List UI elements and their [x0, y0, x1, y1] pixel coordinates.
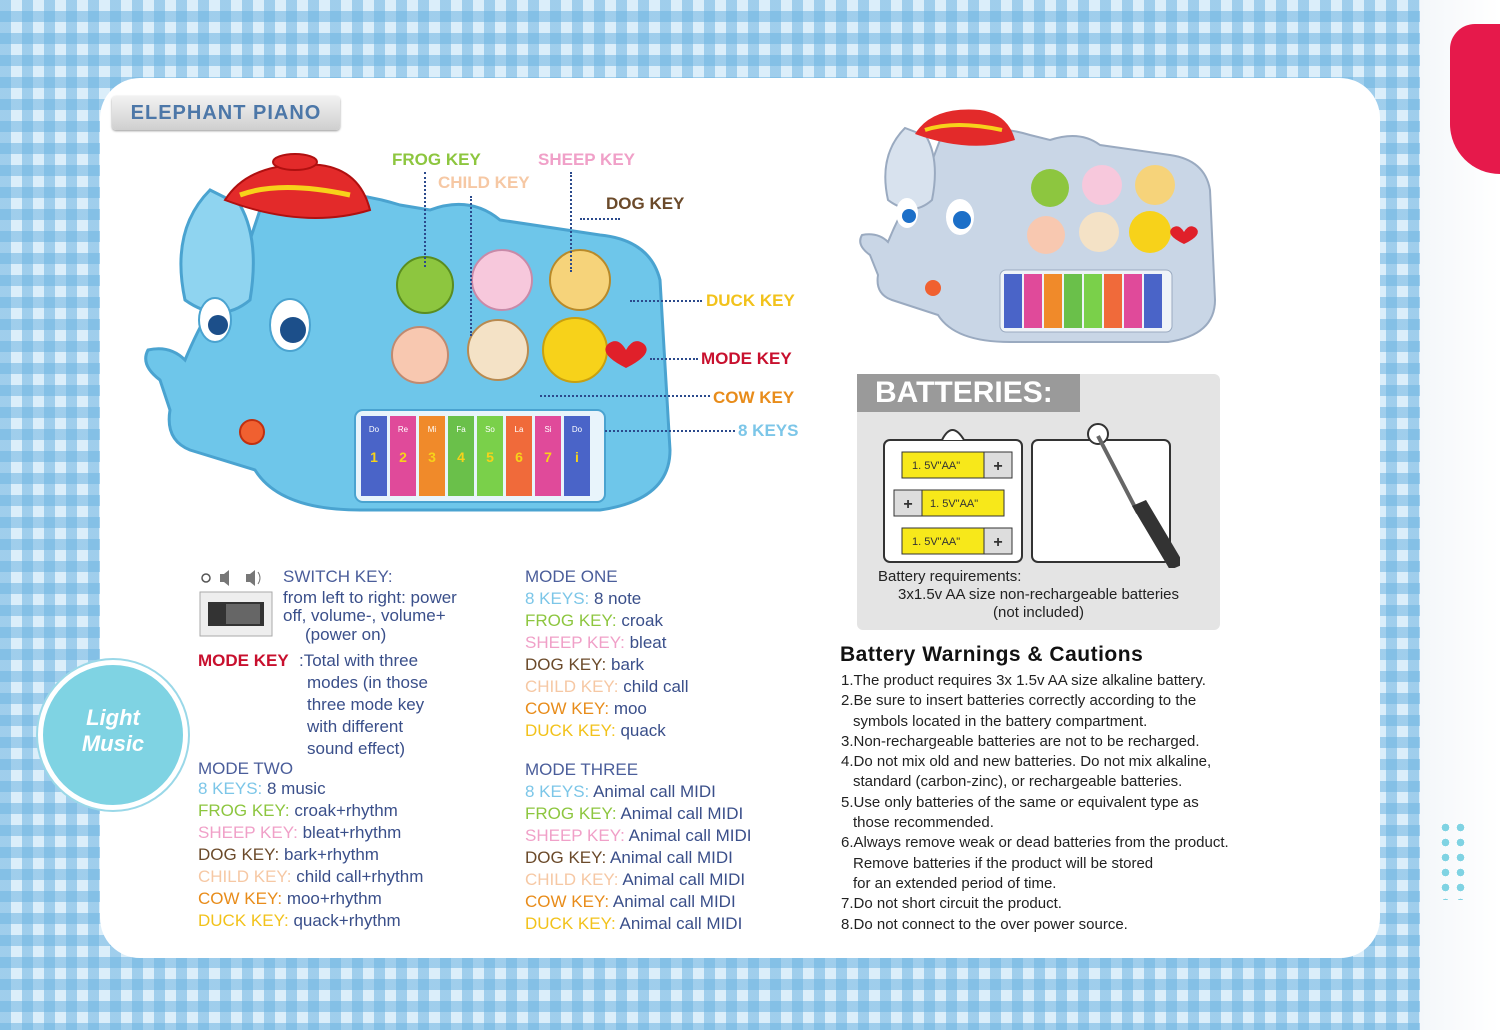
- warning-line: for an extended period of time.: [853, 874, 1057, 892]
- batteries-title: BATTERIES:: [857, 374, 1080, 412]
- switch-key-line: off, volume-, volume+: [283, 606, 446, 625]
- leader-line: [540, 395, 710, 397]
- piano-key-number: 3: [428, 449, 436, 465]
- warning-line: symbols located in the battery compartment.: [853, 712, 1148, 730]
- speaker-icon: [220, 570, 260, 586]
- piano-key-number: 4: [457, 449, 465, 465]
- battery-cell-label: 1. 5V"AA": [912, 536, 961, 548]
- list-item: DOG KEY: bark+rhythm: [198, 845, 379, 864]
- battery-plus-sign: +: [993, 458, 1003, 475]
- leader-line: [570, 172, 572, 272]
- list-item: CHILD KEY: Animal call MIDI: [525, 870, 746, 889]
- product-title: ELEPHANT PIANO: [112, 96, 340, 130]
- list-item: SHEEP KEY: bleat: [525, 633, 667, 652]
- piano-key-label: So: [485, 425, 495, 434]
- elephant-light: [240, 420, 264, 444]
- elephant-ear: [181, 190, 253, 313]
- leader-line: [650, 358, 698, 360]
- piano-key-number: 1: [370, 449, 378, 465]
- callout-child-key: CHILD KEY: [438, 173, 530, 192]
- piano-key-label: Do: [368, 425, 380, 434]
- switch-key-line: (power on): [305, 625, 387, 644]
- leader-line: [580, 218, 620, 220]
- list-item: COW KEY: Animal call MIDI: [525, 892, 736, 911]
- sheep-button: [472, 250, 532, 310]
- mode-one-heading: MODE ONE: [525, 567, 618, 586]
- list-item: COW KEY: moo+rhythm: [198, 889, 382, 908]
- list-item: FROG KEY: croak+rhythm: [198, 801, 398, 820]
- badge-line: Music: [81, 731, 145, 756]
- leader-line: [470, 196, 472, 336]
- badge-line: Light: [86, 705, 140, 730]
- dog-button: [550, 250, 610, 310]
- list-item: COW KEY: moo: [525, 699, 647, 718]
- mode-key-line: with different: [307, 717, 404, 736]
- cow-button: [468, 320, 528, 380]
- list-item: DUCK KEY: Animal call MIDI: [525, 914, 743, 933]
- warning-line: 8.Do not connect to the over power source.: [841, 915, 1128, 933]
- battery-cell-label: 1. 5V"AA": [930, 498, 979, 510]
- side-dots-decor: [1438, 820, 1468, 900]
- piano-key-number: 7: [544, 449, 552, 465]
- battery-req-line: (not included): [993, 604, 1084, 621]
- leader-line: [630, 300, 702, 302]
- battery-req-line: Battery requirements:: [878, 568, 1022, 585]
- warning-line: 6.Always remove weak or dead batteries from the product.: [841, 834, 1229, 852]
- box-side-panel: [1420, 0, 1500, 1030]
- warnings-title: Battery Warnings & Cautions: [840, 643, 1144, 666]
- list-item: FROG KEY: croak: [525, 611, 663, 630]
- callout-mode-key: MODE KEY: [701, 349, 792, 368]
- callout-dog-key: DOG KEY: [606, 194, 685, 213]
- piano-key-label: La: [514, 425, 524, 434]
- elephant-piano-photo-grey: [850, 100, 1230, 360]
- mode-key-label: MODE KEY: [198, 651, 289, 670]
- list-item: CHILD KEY: child call+rhythm: [198, 867, 424, 886]
- battery-requirements: [866, 568, 1211, 622]
- list-item: 8 KEYS: 8 note: [525, 589, 642, 608]
- piano-key-number: 6: [515, 449, 523, 465]
- callout-frog-key: FROG KEY: [392, 150, 481, 169]
- mode-key-line: :Total with three: [299, 651, 419, 670]
- warnings-list: [841, 671, 1261, 935]
- warning-line: Remove batteries if the product will be stored: [853, 854, 1154, 872]
- duck-button: [543, 318, 607, 382]
- battery-diagram: [880, 418, 1180, 568]
- mode-two-heading: MODE TWO: [198, 759, 294, 778]
- leader-line: [605, 430, 735, 432]
- list-item: DOG KEY: bark: [525, 655, 645, 674]
- piano-key-label: Si: [544, 425, 552, 434]
- mode-key-line: three mode key: [307, 695, 425, 714]
- piano-key-label: Fa: [456, 425, 466, 434]
- list-item: CHILD KEY: child call: [525, 677, 689, 696]
- warning-line: 5.Use only batteries of the same or equivalent type as: [841, 793, 1199, 811]
- light-music-badge: [38, 660, 188, 810]
- switch-key-graphic: [198, 566, 274, 638]
- battery-cell-label: 1. 5V"AA": [912, 460, 961, 472]
- switch-key-line: from left to right: power: [283, 588, 457, 607]
- piano-key-number: 5: [486, 449, 494, 465]
- list-item: SHEEP KEY: bleat+rhythm: [198, 823, 402, 842]
- mode-three-list: [525, 781, 751, 935]
- list-item: DUCK KEY: quack+rhythm: [198, 911, 401, 930]
- piano-key-label: Re: [397, 425, 409, 434]
- list-item: FROG KEY: Animal call MIDI: [525, 804, 744, 823]
- callout-duck-key: DUCK KEY: [706, 291, 795, 310]
- list-item: SHEEP KEY: Animal call MIDI: [525, 826, 752, 845]
- callout-cow-key: COW KEY: [713, 388, 795, 407]
- leader-line: [424, 172, 426, 267]
- warning-line: 3.Non-rechargeable batteries are not to be recharged.: [841, 732, 1200, 750]
- child-button: [392, 327, 448, 383]
- warning-line: 4.Do not mix old and new batteries. Do not mix alkaline,: [841, 753, 1212, 771]
- warning-line: 7.Do not short circuit the product.: [841, 895, 1062, 913]
- warning-line: those recommended.: [853, 814, 994, 832]
- side-red-accent: [1450, 24, 1500, 174]
- warning-line: 2.Be sure to insert batteries correctly according to the: [841, 692, 1197, 710]
- piano-key-number: i: [575, 449, 579, 465]
- callout-sheep-key: SHEEP KEY: [538, 150, 636, 169]
- list-item: DUCK KEY: quack: [525, 721, 666, 740]
- list-item: DOG KEY: Animal call MIDI: [525, 848, 733, 867]
- battery-req-line: 3x1.5v AA size non-rechargeable batteries: [897, 586, 1179, 603]
- piano-key-number: 2: [399, 449, 407, 465]
- callout-8-keys: 8 KEYS: [738, 421, 799, 440]
- switch-key-heading: SWITCH KEY:: [283, 567, 393, 586]
- piano-key-label: Mi: [427, 425, 437, 434]
- battery-plus-sign: +: [993, 534, 1003, 551]
- mode-three-heading: MODE THREE: [525, 760, 639, 779]
- mode-two-list: [198, 778, 423, 932]
- piano-key-label: Do: [571, 425, 583, 434]
- list-item: 8 KEYS: 8 music: [198, 779, 326, 798]
- list-item: 8 KEYS: Animal call MIDI: [525, 782, 716, 801]
- mode-one-list: [525, 588, 688, 742]
- mode-key-line: sound effect): [307, 739, 405, 758]
- warning-line: 1.The product requires 3x 1.5v AA size alkaline battery.: [841, 672, 1206, 689]
- warning-line: standard (carbon-zinc), or rechargeable batteries.: [853, 773, 1183, 791]
- mode-key-line: modes (in those: [307, 673, 428, 692]
- battery-plus-sign: +: [903, 496, 913, 513]
